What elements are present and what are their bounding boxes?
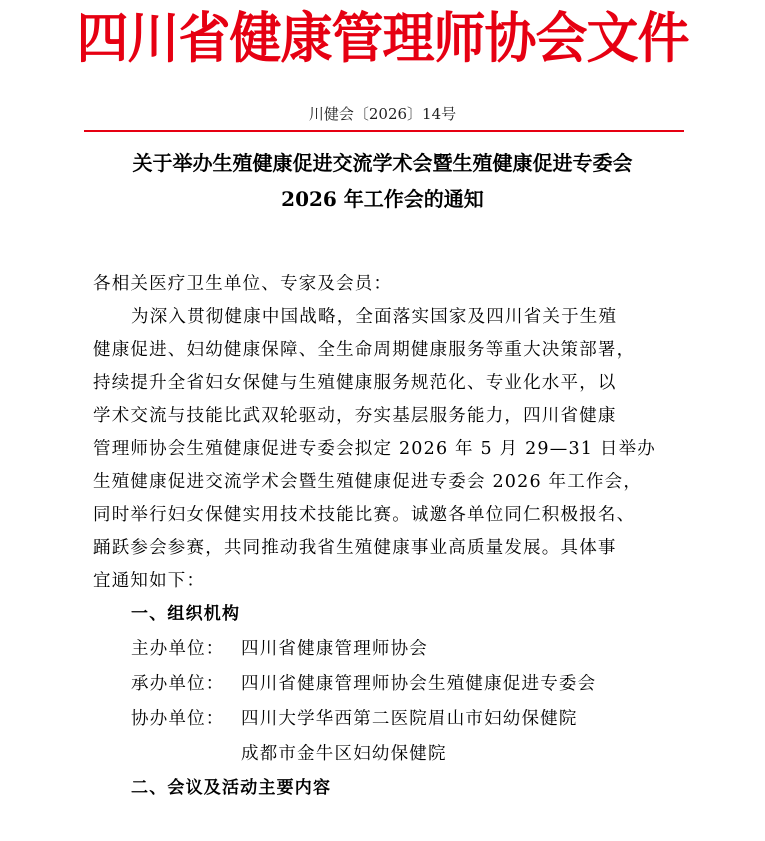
organizer-row-host bbox=[93, 632, 688, 667]
notice-title bbox=[80, 145, 685, 217]
red-separator-line bbox=[84, 130, 684, 132]
organizer-row-undertaker bbox=[93, 667, 688, 702]
paragraph-line: 健康促进、妇幼健康保障、全生命周期健康服务等重大决策部署， bbox=[93, 340, 636, 360]
section-heading-organization: 一、组织机构 bbox=[131, 604, 241, 624]
paragraph-line: 同时举行妇女保健实用技术技能比赛。诚邀各单位同仁积极报名、 bbox=[93, 505, 636, 525]
paragraph-line: 管理师协会生殖健康促进专委会拟定 2026 年 5 月 29—31 日举办 bbox=[93, 439, 656, 459]
title-line-2: 2026 年工作会的通知 bbox=[281, 187, 484, 211]
paragraph-line: 学术交流与技能比武双轮驱动，夯实基层服务能力，四川省健康 bbox=[93, 406, 617, 426]
notice-body bbox=[93, 268, 688, 806]
document-number: 川健会〔2026〕14号 bbox=[308, 105, 457, 123]
organizer-row-co-organizer bbox=[93, 702, 688, 737]
organizer-value: 四川省健康管理师协会生殖健康促进专委会 bbox=[241, 674, 597, 694]
paragraph-line: 生殖健康促进交流学术会暨生殖健康促进专委会 2026 年工作会， bbox=[93, 472, 643, 492]
paragraph-line: 踊跃参会参赛，共同推动我省生殖健康事业高质量发展。具体事 bbox=[93, 538, 617, 558]
organizer-value-continued: 成都市金牛区妇幼保健院 bbox=[241, 744, 447, 764]
paragraph-line: 为深入贯彻健康中国战略，全面落实国家及四川省关于生殖 bbox=[131, 307, 618, 327]
organizer-value: 四川省健康管理师协会 bbox=[241, 639, 428, 659]
salutation: 各相关医疗卫生单位、专家及会员： bbox=[93, 274, 393, 294]
organizer-label: 主办单位： bbox=[131, 639, 225, 659]
paragraph-line: 宜通知如下： bbox=[93, 571, 206, 591]
title-line-1: 关于举办生殖健康促进交流学术会暨生殖健康促进专委会 bbox=[132, 151, 633, 175]
organizer-value: 四川大学华西第二医院眉山市妇幼保健院 bbox=[241, 709, 578, 729]
paragraph-line: 持续提升全省妇女保健与生殖健康服务规范化、专业化水平，以 bbox=[93, 373, 617, 393]
red-header-banner: 四川省健康管理师协会文件 bbox=[76, 7, 689, 71]
organizer-label: 承办单位： bbox=[131, 674, 225, 694]
section-heading-meeting-content: 二、会议及活动主要内容 bbox=[131, 778, 332, 798]
organizer-label: 协办单位： bbox=[131, 709, 225, 729]
